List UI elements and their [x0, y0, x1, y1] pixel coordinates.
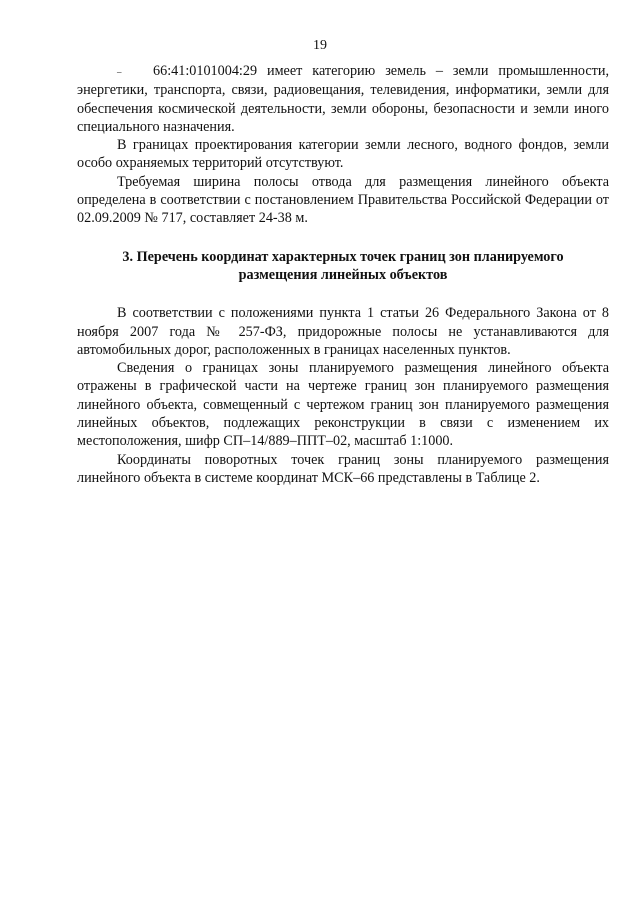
list-item [77, 62, 609, 136]
section-heading [77, 248, 609, 285]
paragraph-strip-width: Требуемая ширина полосы отвода для размещения линейного объекта определена в соответствии с постановлением Правительства Российской Федерации от 02.09.2009 № 717, составляет 24-38 м. [77, 173, 609, 227]
list-dash: – [117, 67, 122, 77]
paragraph-coordinates: Координаты поворотных точек границ зоны планируемого размещения линейного объекта в системе координат МСК–66 представлены в Таблице 2. [77, 451, 609, 486]
paragraph-land-categories: В границах проектирования категории земли лесного, водного фондов, земли особо охраняемых территорий отсутствуют. [77, 137, 609, 172]
page-number: 19 [313, 38, 327, 53]
paragraph-federal-law: В соответствии с положениями пункта 1 статьи 26 Федерального Закона от 8 ноября 2007 года № 257-ФЗ, придорожные полосы не устанавливаются для автомобильных дорог, расположенных в границах населенных пунктов. [77, 305, 609, 358]
document-body [77, 62, 609, 487]
paragraph-graphic-part: Сведения о границах зоны планируемого размещения линейного объекта отражены в графической части на чертеже границ зон планируемого размещения линейного объекта, совмещенный с чертежом границ зон планируемого размещения линейных объектов, подлежащих реконструкции в связи с изменением их местоположения, шифр СП–14/889–ППТ–02, масштаб 1:1000. [77, 360, 609, 450]
section-heading-line-1: 3. Перечень координат характерных точек границ зон планируемого [122, 248, 564, 265]
list-item-text: 66:41:0101004:29 имеет категорию земель – земли промышленности, энергетики, транспорта, связи, радиовещания, телевидения, информатики, земли для обеспечения космической деятельности, земли обороны, безопасности и земли иного специального назначения. [77, 63, 609, 135]
section-heading-line-2: размещения линейных объектов [238, 266, 448, 283]
